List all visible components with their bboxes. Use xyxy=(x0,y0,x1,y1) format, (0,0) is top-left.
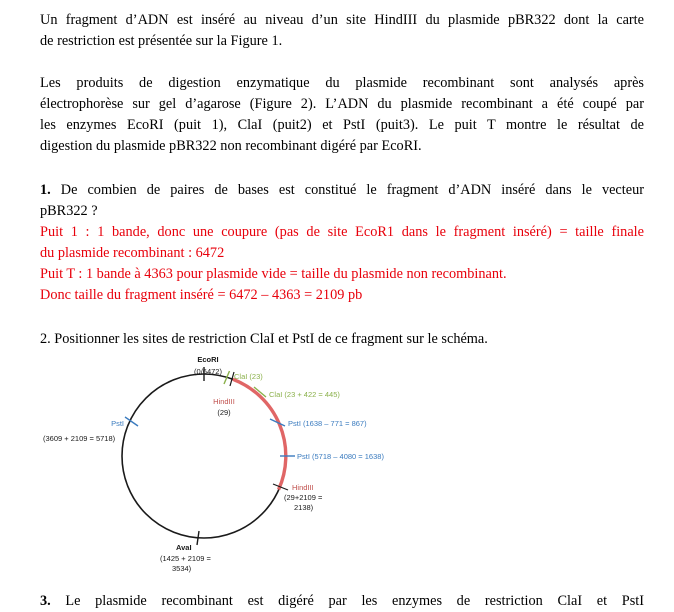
psti-left-label: PstI xyxy=(111,419,124,428)
hindiii-bottom-position-1: (29+2109 = xyxy=(284,493,323,502)
hindiii-bottom-position-2: 2138) xyxy=(294,503,314,512)
answer-1-line-2: du plasmide recombinant : 6472 xyxy=(40,245,225,261)
answer-1 xyxy=(40,222,644,306)
clai-right-label: ClaI (23 + 422 = 445) xyxy=(269,390,340,399)
plasmid-map-diagram xyxy=(0,348,674,588)
question-3-number: 3. xyxy=(40,593,51,609)
answer-1-line-3: Puit T : 1 bande à 4363 pour plasmide vide = taille du plasmide non recombinant. xyxy=(40,266,507,282)
ecori-label: EcoRI xyxy=(197,355,219,364)
question-3-text: Le plasmide recombinant est digéré par les enzymes de restriction ClaI et PstI xyxy=(65,593,644,609)
question-1-line-2: pBR322 ? xyxy=(40,203,98,219)
hindiii-top-label: HindIII xyxy=(213,397,235,406)
intro-line-1: Un fragment d’ADN est inséré au niveau d’un site HindIII du plasmide pBR322 dont la carte xyxy=(40,12,644,28)
psti-left-position: (3609 + 2109 = 5718) xyxy=(43,434,116,443)
avai-site-mark xyxy=(197,531,199,545)
question-1 xyxy=(40,180,644,222)
psti-right-1-label: PstI (1638 – 771 = 867) xyxy=(288,419,367,428)
context-line-3: les enzymes EcoRI (puit 1), ClaI (puit2) et PstI (puit3). Le puit T montre le résultat de xyxy=(40,117,644,133)
context-line-4: digestion du plasmide pBR322 non recombinant digéré par EcoRI. xyxy=(40,138,422,154)
context-line-1: Les produits de digestion enzymatique du plasmide recombinant sont analysés après xyxy=(40,75,644,91)
hindiii-bottom-label: HindIII xyxy=(292,483,314,492)
avai-position-1: (1425 + 2109 = xyxy=(160,554,211,563)
hindiii-top-position: (29) xyxy=(217,408,231,417)
answer-1-line-1: Puit 1 : 1 bande, donc une coupure (pas de site EcoR1 dans le fragment inséré) = taille finale xyxy=(40,224,644,240)
question-2 xyxy=(40,329,644,350)
question-1-text: De combien de paires de bases est constitué le fragment d’ADN inséré dans le vecteur xyxy=(60,182,645,198)
context-line-2: électrophorèse sur gel d’agarose (Figure 2). L’ADN du plasmide recombinant a été coupé par xyxy=(40,96,644,112)
question-1-line-1 xyxy=(40,180,644,201)
question-1-number: 1. xyxy=(40,182,51,198)
avai-position-2: 3534) xyxy=(172,564,192,573)
avai-label: AvaI xyxy=(176,543,192,552)
intro-line-2: de restriction est présentée sur la Figure 1. xyxy=(40,33,283,49)
ecori-position: (0/6472) xyxy=(194,367,222,376)
context-paragraph xyxy=(40,73,644,157)
clai-top-label: ClaI (23) xyxy=(234,372,263,381)
question-2-line-1: 2. Positionner les sites de restriction ClaI et PstI de ce fragment sur le schéma. xyxy=(40,331,488,347)
psti-right-2-label: PstI (5718 – 4080 = 1638) xyxy=(297,452,384,461)
intro-paragraph xyxy=(40,10,644,52)
answer-1-line-4: Donc taille du fragment inséré = 6472 – 4363 = 2109 pb xyxy=(40,287,363,303)
